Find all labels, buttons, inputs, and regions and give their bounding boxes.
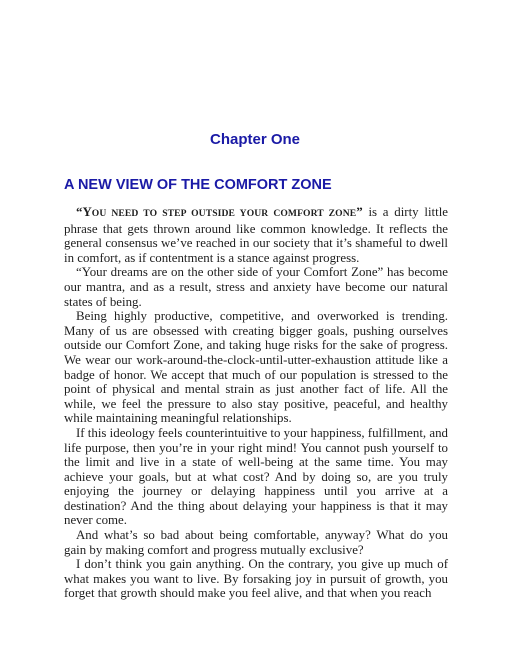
paragraph-4: If this ideology feels counterintuitive to your happiness, fulfillment, and life purpose, then you’re in your right mind! You cannot push yourself to the limit and live in a state of well-being at the same time. You may achieve your goals, but at what cost? And by doing so, are you truly enjoying the journey or delaying happiness until you arrive at a destination? And the thing about delaying your happiness is that it may never come. (64, 425, 448, 528)
paragraph-3: Being highly productive, competitive, and overworked is trending. Many of us are obsessed with creating bigger goals, pushing ourselves outside our Comfort Zone, and taking huge risks for the sake of progress. We wear our work-around-the-clock-until-utter-exhaustion attitude like a badge of honor. We accept that much of our population is stressed to the point of physical and mental strain as just another fact of life. All the while, we feel the pressure to also stay positive, peaceful, and healthy while maintaining meaningful relationships. (64, 309, 448, 426)
paragraph-5: And what’s so bad about being comfortable, anyway? What do you gain by making comfort and progress mutually exclusive? (64, 528, 448, 557)
lead-initial: Y (82, 205, 92, 219)
chapter-title: Chapter One (209, 131, 300, 148)
open-quote: “ (76, 205, 83, 219)
paragraph-2: “Your dreams are on the other side of your Comfort Zone” has become our mantra, and as a result, stress and anxiety have become our natural states of being. (64, 265, 448, 309)
close-quote: ” (356, 205, 363, 219)
section-heading: A NEW VIEW OF THE COMFORT ZONE (64, 177, 332, 193)
paragraph-1-text: is a dirty little phrase that gets thrown around like common knowledge. It reflects the general consensus we’ve reached in our society that it’s shameful to dwell in comfort, as if contentment is a stance against progress. (64, 205, 449, 265)
lead-small-caps: OU NEED TO STEP OUTSIDE YOUR COMFORT ZONE (91, 208, 357, 219)
paragraph-1 (64, 205, 448, 265)
paragraph-6: I don’t think you gain anything. On the contrary, you give up much of what makes you want to live. By forsaking joy in pursuit of growth, you forget that growth should make you feel alive, and that when you reach (64, 557, 448, 601)
lead-in-phrase (76, 205, 363, 219)
body-text (64, 205, 448, 601)
